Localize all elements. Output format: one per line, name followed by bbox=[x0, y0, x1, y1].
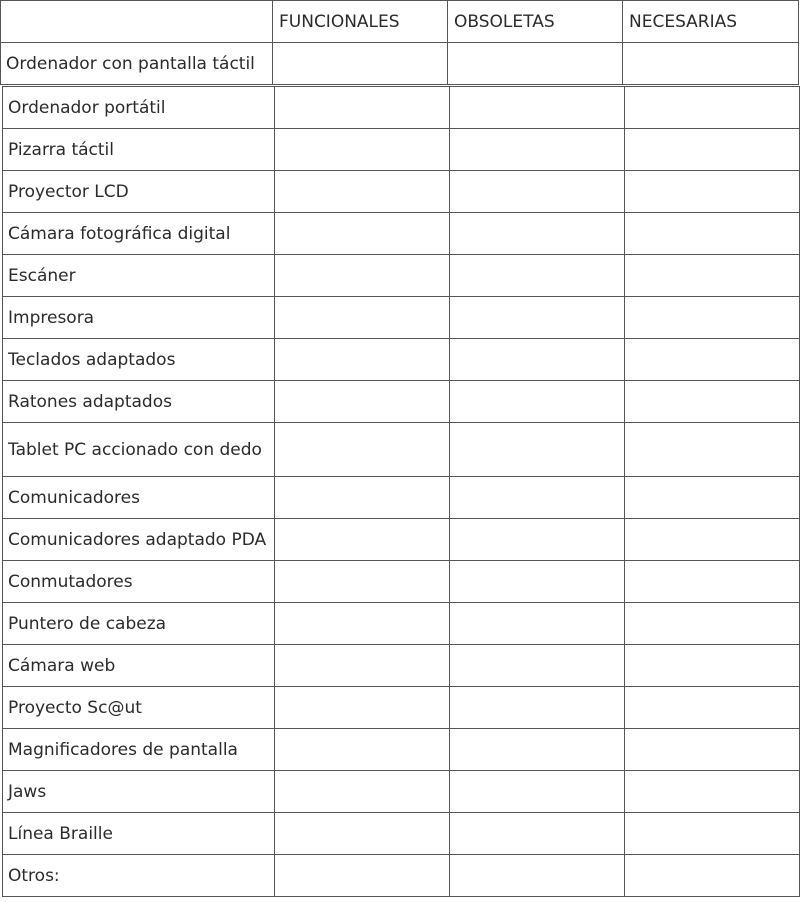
obsoletas-cell[interactable] bbox=[450, 213, 625, 255]
obsoletas-cell[interactable] bbox=[450, 381, 625, 423]
necesarias-cell[interactable] bbox=[625, 477, 800, 519]
obsoletas-cell[interactable] bbox=[450, 519, 625, 561]
funcionales-cell[interactable] bbox=[275, 645, 450, 687]
row-label: Comunicadores bbox=[3, 477, 275, 519]
table-row bbox=[3, 129, 800, 171]
obsoletas-cell[interactable] bbox=[450, 603, 625, 645]
funcionales-cell[interactable] bbox=[275, 519, 450, 561]
row-label: Teclados adaptados bbox=[3, 339, 275, 381]
obsoletas-cell[interactable] bbox=[450, 423, 625, 477]
obsoletas-cell[interactable] bbox=[450, 687, 625, 729]
header-table bbox=[0, 0, 799, 85]
necesarias-cell[interactable] bbox=[623, 43, 799, 85]
row-label: Comunicadores adaptado PDA bbox=[3, 519, 275, 561]
obsoletas-cell[interactable] bbox=[450, 171, 625, 213]
header-necesarias: NECESARIAS bbox=[623, 1, 799, 43]
obsoletas-cell[interactable] bbox=[450, 339, 625, 381]
funcionales-cell[interactable] bbox=[275, 603, 450, 645]
necesarias-cell[interactable] bbox=[625, 171, 800, 213]
obsoletas-cell[interactable] bbox=[450, 87, 625, 129]
obsoletas-cell[interactable] bbox=[450, 297, 625, 339]
table-row bbox=[3, 477, 800, 519]
obsoletas-cell[interactable] bbox=[450, 129, 625, 171]
obsoletas-cell[interactable] bbox=[450, 855, 625, 897]
row-label: Cámara fotográfica digital bbox=[3, 213, 275, 255]
row-label: Pizarra táctil bbox=[3, 129, 275, 171]
funcionales-cell[interactable] bbox=[275, 213, 450, 255]
table-row bbox=[3, 381, 800, 423]
row-label: Tablet PC accionado con dedo bbox=[3, 423, 275, 477]
table-row bbox=[3, 255, 800, 297]
table-row bbox=[3, 519, 800, 561]
necesarias-cell[interactable] bbox=[625, 87, 800, 129]
obsoletas-cell[interactable] bbox=[450, 729, 625, 771]
necesarias-cell[interactable] bbox=[625, 213, 800, 255]
row-label: Cámara web bbox=[3, 645, 275, 687]
row-label: Ordenador portátil bbox=[3, 87, 275, 129]
table-row bbox=[3, 645, 800, 687]
row-label: Escáner bbox=[3, 255, 275, 297]
row-label: Proyector LCD bbox=[3, 171, 275, 213]
table-row bbox=[3, 603, 800, 645]
funcionales-cell[interactable] bbox=[275, 813, 450, 855]
necesarias-cell[interactable] bbox=[625, 297, 800, 339]
table-row bbox=[3, 771, 800, 813]
necesarias-cell[interactable] bbox=[625, 729, 800, 771]
table-row bbox=[3, 297, 800, 339]
row-label: Otros: bbox=[3, 855, 275, 897]
funcionales-cell[interactable] bbox=[275, 171, 450, 213]
row-label: Jaws bbox=[3, 771, 275, 813]
funcionales-cell[interactable] bbox=[275, 729, 450, 771]
row-label: Ordenador con pantalla táctil bbox=[1, 43, 273, 85]
row-label: Ratones adaptados bbox=[3, 381, 275, 423]
row-label: Línea Braille bbox=[3, 813, 275, 855]
table-row bbox=[3, 423, 800, 477]
row-label: Impresora bbox=[3, 297, 275, 339]
necesarias-cell[interactable] bbox=[625, 381, 800, 423]
necesarias-cell[interactable] bbox=[625, 645, 800, 687]
funcionales-cell[interactable] bbox=[275, 423, 450, 477]
funcionales-cell[interactable] bbox=[275, 255, 450, 297]
table-row bbox=[3, 855, 800, 897]
devices-table bbox=[2, 86, 800, 897]
necesarias-cell[interactable] bbox=[625, 771, 800, 813]
obsoletas-cell[interactable] bbox=[448, 43, 623, 85]
necesarias-cell[interactable] bbox=[625, 255, 800, 297]
funcionales-cell[interactable] bbox=[275, 339, 450, 381]
necesarias-cell[interactable] bbox=[625, 129, 800, 171]
funcionales-cell[interactable] bbox=[275, 87, 450, 129]
funcionales-cell[interactable] bbox=[275, 855, 450, 897]
obsoletas-cell[interactable] bbox=[450, 813, 625, 855]
table-row bbox=[3, 687, 800, 729]
table-row bbox=[3, 171, 800, 213]
necesarias-cell[interactable] bbox=[625, 339, 800, 381]
funcionales-cell[interactable] bbox=[275, 129, 450, 171]
funcionales-cell[interactable] bbox=[275, 771, 450, 813]
table-row bbox=[3, 729, 800, 771]
necesarias-cell[interactable] bbox=[625, 687, 800, 729]
funcionales-cell[interactable] bbox=[275, 381, 450, 423]
table-row bbox=[3, 813, 800, 855]
funcionales-cell[interactable] bbox=[275, 297, 450, 339]
table-row bbox=[3, 339, 800, 381]
obsoletas-cell[interactable] bbox=[450, 771, 625, 813]
row-label: Conmutadores bbox=[3, 561, 275, 603]
necesarias-cell[interactable] bbox=[625, 519, 800, 561]
obsoletas-cell[interactable] bbox=[450, 645, 625, 687]
obsoletas-cell[interactable] bbox=[450, 255, 625, 297]
row-label: Puntero de cabeza bbox=[3, 603, 275, 645]
necesarias-cell[interactable] bbox=[625, 603, 800, 645]
header-row bbox=[1, 1, 799, 43]
table-row bbox=[3, 213, 800, 255]
necesarias-cell[interactable] bbox=[625, 423, 800, 477]
obsoletas-cell[interactable] bbox=[450, 477, 625, 519]
header-funcionales: FUNCIONALES bbox=[273, 1, 448, 43]
funcionales-cell[interactable] bbox=[275, 561, 450, 603]
funcionales-cell[interactable] bbox=[275, 477, 450, 519]
table-row bbox=[3, 561, 800, 603]
header-obsoletas: OBSOLETAS bbox=[448, 1, 623, 43]
row-label: Magnificadores de pantalla bbox=[3, 729, 275, 771]
necesarias-cell[interactable] bbox=[625, 855, 800, 897]
header-empty-cell bbox=[1, 1, 273, 43]
table-row bbox=[1, 43, 799, 85]
table-row bbox=[3, 87, 800, 129]
necesarias-cell[interactable] bbox=[625, 561, 800, 603]
row-label: Proyecto Sc@ut bbox=[3, 687, 275, 729]
necesarias-cell[interactable] bbox=[625, 813, 800, 855]
funcionales-cell[interactable] bbox=[273, 43, 448, 85]
obsoletas-cell[interactable] bbox=[450, 561, 625, 603]
funcionales-cell[interactable] bbox=[275, 687, 450, 729]
